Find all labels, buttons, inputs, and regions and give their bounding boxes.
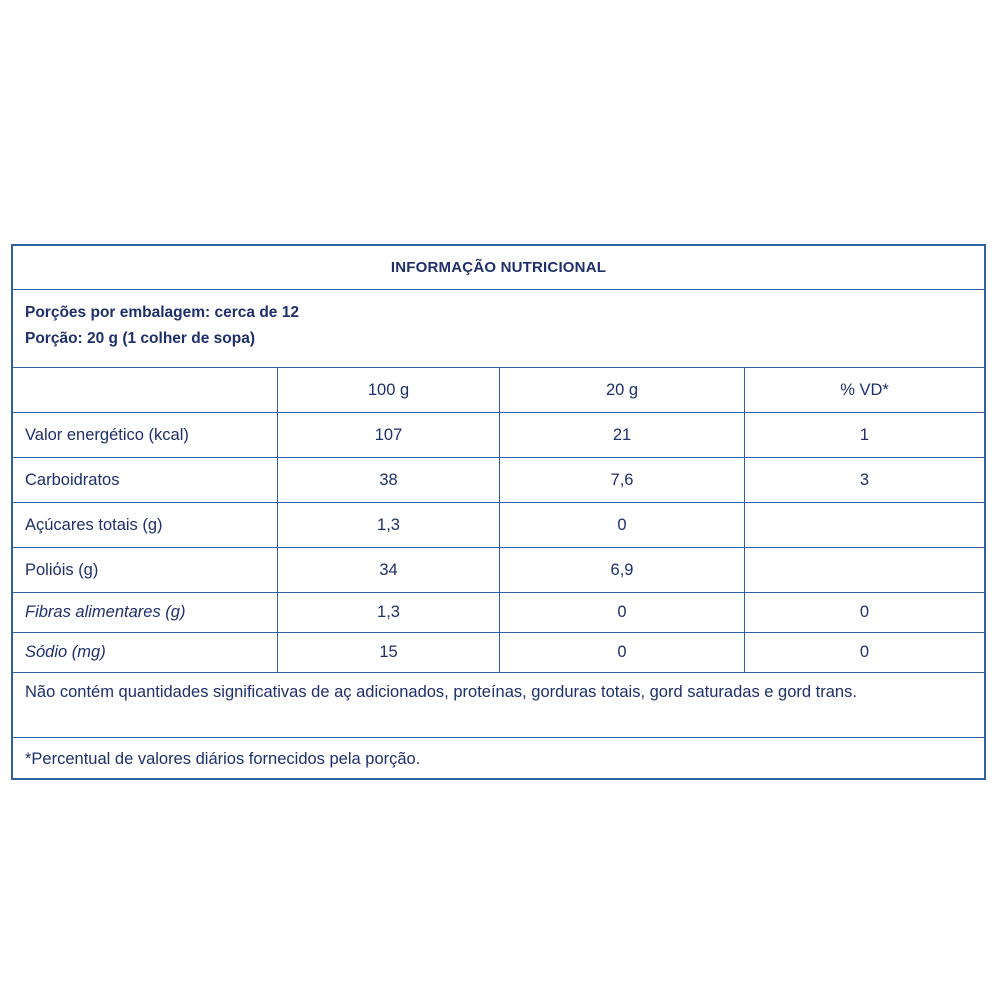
vd-footnote: *Percentual de valores diários fornecidos pela porção. [25, 749, 421, 768]
header-row [13, 368, 984, 413]
value-20g: 0 [500, 503, 745, 547]
value-20g: 21 [500, 413, 745, 457]
value-20g: 6,9 [500, 548, 745, 592]
value-100g: 1,3 [278, 503, 500, 547]
value-20g: 0 [500, 633, 745, 672]
value-vd [745, 548, 984, 592]
value-100g: 38 [278, 458, 500, 502]
header-cell-100g: 100 g [278, 368, 500, 412]
value-vd [745, 503, 984, 547]
value-20g: 0 [500, 593, 745, 632]
nutrient-name: Sódio (mg) [13, 633, 278, 672]
table-row [13, 593, 984, 633]
portion-info [13, 290, 984, 368]
nutrient-name: Açúcares totais (g) [13, 503, 278, 547]
value-100g: 1,3 [278, 593, 500, 632]
header-cell-nutrient [13, 368, 278, 412]
nutrition-note: Não contém quantidades significativas de aç adicionados, proteínas, gorduras totais, gord saturadas e gord trans. [13, 673, 984, 738]
nutrition-facts-table [11, 244, 986, 780]
value-vd: 0 [859, 643, 870, 661]
header-cell-20g: 20 g [500, 368, 745, 412]
nutrient-name: Fibras alimentares (g) [13, 593, 278, 632]
value-vd: 3 [859, 470, 870, 489]
value-100g: 107 [278, 413, 500, 457]
table-row [13, 633, 984, 673]
table-row [13, 548, 984, 593]
value-100g: 15 [278, 633, 500, 672]
value-vd: 1 [859, 425, 870, 444]
value-vd: 0 [859, 603, 870, 621]
nutrient-name: Valor energético (kcal) [13, 413, 278, 457]
table-row [13, 503, 984, 548]
value-20g: 7,6 [500, 458, 745, 502]
portions-per-package: Porções por embalagem: cerca de 12 [25, 304, 299, 321]
table-title: INFORMAÇÃO NUTRICIONAL [13, 246, 984, 290]
value-100g: 34 [278, 548, 500, 592]
table-row [13, 413, 984, 458]
nutrient-name: Poliόis (g) [13, 548, 278, 592]
table-row [13, 458, 984, 503]
header-cell-vd: % VD* [840, 380, 889, 399]
portion-size: Porção: 20 g (1 colher de sopa) [25, 330, 255, 347]
nutrient-name: Carboidratos [13, 458, 278, 502]
